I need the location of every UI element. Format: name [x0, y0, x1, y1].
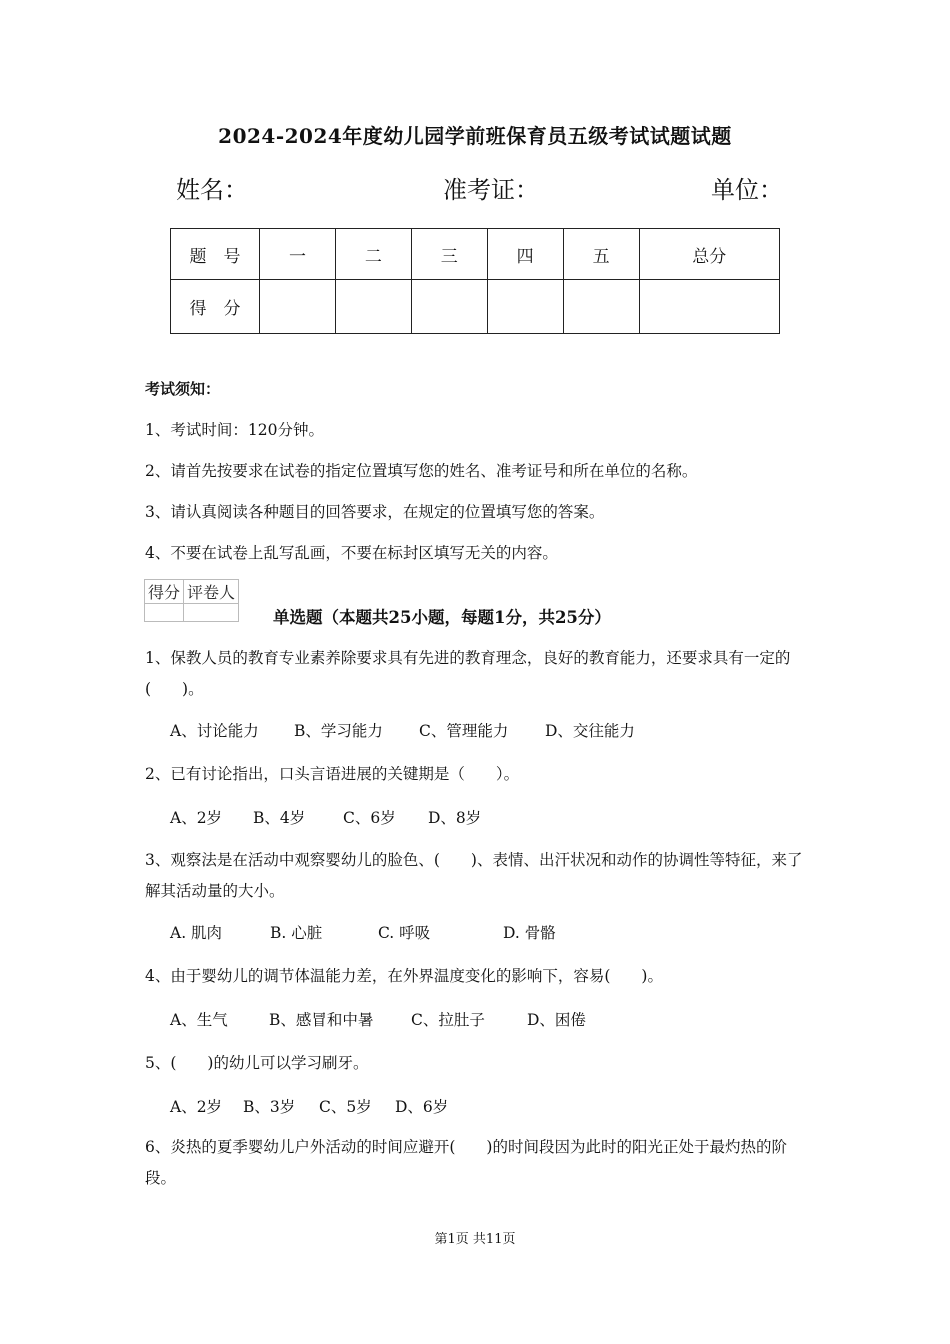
- question-text: 3、观察法是在活动中观察婴幼儿的脸色、( )、表情、出汗状况和动作的协调性等特征，来了解其活动量的大小。: [145, 851, 803, 900]
- option[interactable]: C. 呼吸: [378, 924, 431, 942]
- question-text: 4、由于婴幼儿的调节体温能力差，在外界温度变化的影响下，容易( )。: [145, 967, 663, 985]
- grader-name-label: 评卷人: [184, 580, 239, 604]
- option[interactable]: A、讨论能力: [170, 722, 259, 740]
- question-options: [170, 806, 481, 828]
- option[interactable]: C、拉肚子: [411, 1011, 485, 1029]
- score-input-cell[interactable]: [411, 280, 487, 334]
- score-input-cell[interactable]: [639, 280, 779, 334]
- grader-score-cell[interactable]: [145, 604, 184, 622]
- grader-box: [144, 579, 239, 622]
- option[interactable]: A、2岁: [170, 1098, 223, 1116]
- question-text: 1、保教人员的教育专业素养除要求具有先进的教育理念，良好的教育能力，还要求具有一定的( )。: [145, 649, 791, 698]
- option[interactable]: D、6岁: [395, 1098, 449, 1116]
- notice-item: 3、请认真阅读各种题目的回答要求，在规定的位置填写您的答案。: [145, 503, 605, 521]
- question-options: [170, 1095, 448, 1117]
- grader-score-label: 得分: [145, 580, 184, 604]
- score-table-cell: 四: [487, 229, 563, 280]
- notice-item: 2、请首先按要求在试卷的指定位置填写您的姓名、准考证号和所在单位的名称。: [145, 462, 698, 480]
- name-field-label: 姓名：: [176, 176, 248, 204]
- option[interactable]: B、学习能力: [294, 722, 383, 740]
- option[interactable]: C、6岁: [343, 809, 396, 827]
- score-table-header-row: [171, 229, 780, 280]
- option[interactable]: A、2岁: [170, 809, 223, 827]
- notice-item: 1、考试时间：120分钟。: [145, 421, 324, 439]
- exam-number-field-label: 准考证：: [443, 176, 539, 204]
- option[interactable]: D、8岁: [428, 809, 482, 827]
- option[interactable]: B、3岁: [243, 1098, 296, 1116]
- question-options: [170, 1008, 586, 1030]
- score-input-cell[interactable]: [563, 280, 639, 334]
- option[interactable]: D、交往能力: [545, 722, 635, 740]
- score-table-cell: 一: [260, 229, 336, 280]
- score-table-score-row: [171, 280, 780, 334]
- unit-field-label: 单位：: [711, 176, 783, 204]
- question-options: [170, 719, 635, 741]
- notice-item: 4、不要在试卷上乱写乱画，不要在标封区填写无关的内容。: [145, 544, 558, 562]
- option[interactable]: D. 骨骼: [503, 924, 556, 942]
- question-text: 2、已有讨论指出，口头言语进展的关键期是（ ）。: [145, 765, 520, 783]
- option[interactable]: A、生气: [170, 1011, 228, 1029]
- score-input-cell[interactable]: [335, 280, 411, 334]
- option[interactable]: C、5岁: [319, 1098, 372, 1116]
- option[interactable]: B. 心脏: [270, 924, 323, 942]
- notice-heading: 考试须知：: [145, 380, 221, 398]
- score-table-cell: 三: [411, 229, 487, 280]
- option[interactable]: D、困倦: [527, 1011, 586, 1029]
- question-text: 6、炎热的夏季婴幼儿户外活动的时间应避开( )的时间段因为此时的阳光正处于最灼热的阶段。: [145, 1138, 787, 1187]
- question-options: [170, 921, 556, 943]
- option[interactable]: B、4岁: [253, 809, 306, 827]
- question-text: 5、( )的幼儿可以学习刷牙。: [145, 1054, 369, 1072]
- score-table-cell: 总分: [639, 229, 779, 280]
- score-input-cell[interactable]: [487, 280, 563, 334]
- grader-name-cell[interactable]: [184, 604, 239, 622]
- page-title: 2024-2024年度幼儿园学前班保育员五级考试试题试题: [218, 124, 732, 148]
- score-input-cell[interactable]: [260, 280, 336, 334]
- score-table-cell: 题 号: [171, 229, 260, 280]
- score-table-cell: 二: [335, 229, 411, 280]
- score-table-cell: 得 分: [171, 280, 260, 334]
- section-heading: 单选题（本题共25小题，每题1分，共25分）: [273, 608, 611, 627]
- page-footer: 第1页 共11页: [434, 1232, 516, 1247]
- option[interactable]: C、管理能力: [419, 722, 509, 740]
- option[interactable]: B、感冒和中暑: [269, 1011, 374, 1029]
- option[interactable]: A. 肌肉: [170, 924, 223, 942]
- score-table-cell: 五: [563, 229, 639, 280]
- score-table: [170, 228, 780, 334]
